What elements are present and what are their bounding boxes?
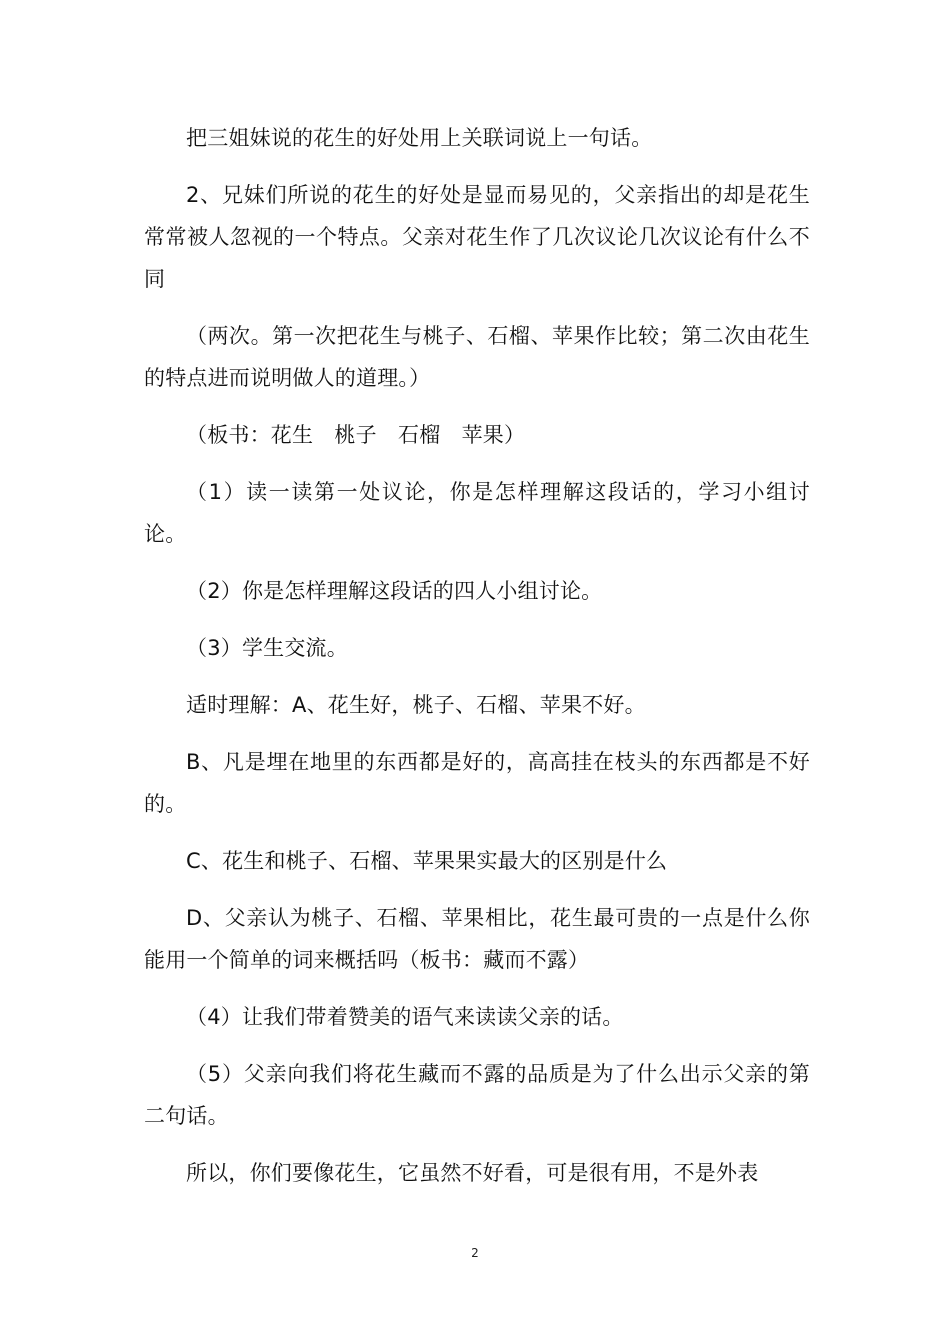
paragraph-understanding-c: C、花生和桃子、石榴、苹果果实最大的区别是什么	[186, 849, 668, 873]
body-text	[144, 117, 810, 1209]
page-number: 2	[471, 1246, 479, 1260]
paragraph-step-3: （3）学生交流。	[186, 636, 348, 660]
paragraph-board-notes: （板书：花生 桃子 石榴 苹果）	[186, 423, 526, 447]
paragraph-step-4: （4）让我们带着赞美的语气来读读父亲的话。	[186, 1005, 624, 1029]
paragraph-understanding-a: 适时理解：A、花生好，桃子、石榴、苹果不好。	[186, 693, 646, 717]
paragraph-answer-two-times: （两次。第一次把花生与桃子、石榴、苹果作比较；第二次由花生的特点进而说明做人的道理。）	[144, 324, 810, 390]
paragraph-summary-sentence: 把三姐妹说的花生的好处用上关联词说上一句话。	[186, 126, 653, 150]
paragraph-conclusion: 所以，你们要像花生，它虽然不好看，可是很有用，不是外表	[186, 1161, 759, 1185]
paragraph-question-2: 2、兄妹们所说的花生的好处是显而易见的，父亲指出的却是花生常常被人忽视的一个特点。父亲对花生作了几次议论几次议论有什么不同	[144, 183, 810, 291]
paragraph-step-5: （5）父亲向我们将花生藏而不露的品质是为了什么出示父亲的第二句话。	[144, 1062, 810, 1128]
paragraph-step-1: （1）读一读第一处议论，你是怎样理解这段话的，学习小组讨论。	[144, 480, 810, 546]
paragraph-understanding-b: B、凡是埋在地里的东西都是好的，高高挂在枝头的东西都是不好的。	[144, 750, 810, 816]
paragraph-step-2: （2）你是怎样理解这段话的四人小组讨论。	[186, 579, 603, 603]
paragraph-understanding-d: D、父亲认为桃子、石榴、苹果相比，花生最可贵的一点是什么你能用一个简单的词来概括吗（板书：藏而不露）	[144, 906, 810, 972]
